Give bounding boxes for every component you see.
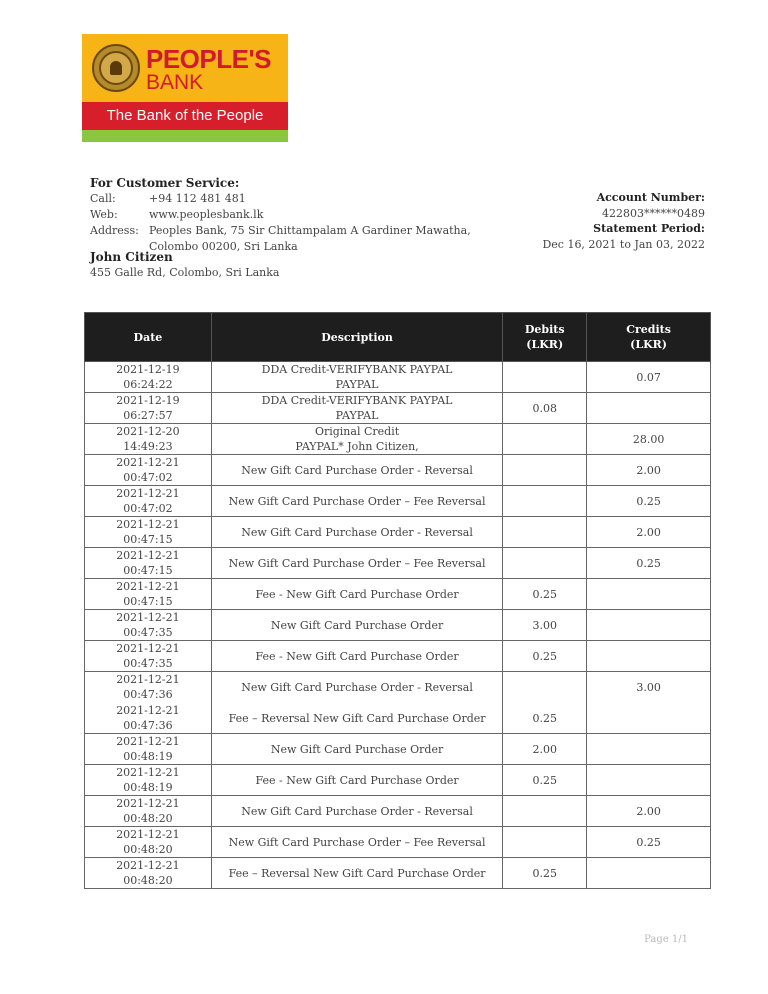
call-label: Call: [90,192,116,205]
credit-cell [587,734,711,765]
debit-value: 0.25 [532,711,557,725]
credit-cell [587,455,711,486]
logo-tagline: The Bank of the People [106,107,264,124]
description-line1: Original Credit [314,425,400,438]
description-cell [211,424,502,455]
address-line2: Colombo 00200, Sri Lanka [149,240,298,253]
description-line1: New Gift Card Purchase Order – Fee Reversal [228,556,486,570]
debit-cell [503,517,587,548]
description-line1: New Gift Card Purchase Order [270,742,444,756]
date-cell [85,548,212,579]
time-value: 06:27:57 [123,409,173,422]
description-cell [211,672,502,703]
credit-cell [587,858,711,889]
debit-value: 3.00 [532,618,557,632]
header-debits-line2: (LKR) [526,338,564,351]
description-line1: New Gift Card Purchase Order - Reversal [241,804,473,818]
time-value: 00:47:35 [123,626,173,639]
credit-cell [587,579,711,610]
credit-cell [587,548,711,579]
description-line1: New Gift Card Purchase Order [270,618,444,632]
credit-value: 2.00 [636,525,661,539]
table-row [85,827,711,858]
description-line1: Fee - New Gift Card Purchase Order [255,773,459,787]
debit-cell [503,672,587,703]
date-cell [85,734,212,765]
credit-cell [587,362,711,393]
description-cell [211,796,502,827]
date-value: 2021-12-20 [116,425,180,438]
debit-cell [503,393,587,424]
statement-period-label: Statement Period: [593,222,705,235]
credit-cell [587,641,711,672]
account-number-label: Account Number: [596,191,705,204]
bank-logo [82,34,288,142]
date-value: 2021-12-21 [116,828,180,841]
debit-cell [503,579,587,610]
credit-value: 28.00 [632,432,665,446]
table-row [85,610,711,641]
description-line1: New Gift Card Purchase Order - Reversal [241,680,473,694]
credit-cell [587,393,711,424]
date-value: 2021-12-21 [116,735,180,748]
account-info [542,190,705,252]
statement-period-value: Dec 16, 2021 to Jan 03, 2022 [542,237,705,251]
description-cell [211,610,502,641]
time-value: 00:47:36 [123,688,173,701]
transactions-body [85,362,711,889]
date-value: 2021-12-21 [116,549,180,562]
description-line1: New Gift Card Purchase Order – Fee Reversal [228,835,486,849]
web-label: Web: [90,208,118,221]
credit-value: 2.00 [636,804,661,818]
customer-service-block [90,175,471,255]
debit-cell [503,641,587,672]
credit-value: 0.25 [636,556,661,570]
bank-seal-icon [92,44,140,92]
web-row [90,207,471,223]
credit-cell [587,827,711,858]
debit-cell [503,734,587,765]
transactions-table [84,312,711,889]
credit-cell [587,424,711,455]
table-row [85,858,711,889]
date-value: 2021-12-21 [116,580,180,593]
credit-cell [587,486,711,517]
credit-value: 3.00 [636,680,661,694]
call-value: +94 112 481 481 [149,192,246,205]
table-row [85,672,711,703]
description-line2: PAYPAL [335,378,379,391]
description-cell [211,486,502,517]
logo-green-stripe [82,130,288,142]
time-value: 06:24:22 [123,378,173,391]
debit-cell [503,424,587,455]
debit-cell [503,548,587,579]
date-cell [85,362,212,393]
description-line1: Fee - New Gift Card Purchase Order [255,587,459,601]
date-cell [85,455,212,486]
description-cell [211,579,502,610]
debit-cell [503,455,587,486]
table-row [85,641,711,672]
web-value: www.peoplesbank.lk [149,208,264,221]
description-cell [211,393,502,424]
date-value: 2021-12-19 [116,394,180,407]
date-value: 2021-12-21 [116,766,180,779]
description-line1: Fee – Reversal New Gift Card Purchase Order [228,866,486,880]
time-value: 00:47:35 [123,657,173,670]
header-description: Description [211,313,502,362]
debit-value: 0.25 [532,866,557,880]
table-row [85,734,711,765]
table-row [85,517,711,548]
date-cell [85,796,212,827]
description-line1: Fee - New Gift Card Purchase Order [255,649,459,663]
debit-cell [503,858,587,889]
date-value: 2021-12-21 [116,487,180,500]
time-value: 00:47:02 [123,502,173,515]
description-cell [211,734,502,765]
header-debits-line1: Debits [524,323,565,336]
time-value: 14:49:23 [123,440,173,453]
customer-block [90,249,279,281]
debit-value: 0.25 [532,773,557,787]
header-credits-line1: Credits [626,323,671,336]
date-cell [85,827,212,858]
credit-value: 0.07 [636,370,661,384]
time-value: 00:47:02 [123,471,173,484]
customer-name: John Citizen [90,250,173,264]
description-cell [211,765,502,796]
header-debits [503,313,587,362]
description-cell [211,517,502,548]
logo-name-line1: PEOPLE'S [146,44,271,74]
time-value: 00:48:19 [123,750,173,763]
table-row [85,424,711,455]
description-cell [211,548,502,579]
time-value: 00:48:20 [123,843,173,856]
description-cell [211,703,502,734]
account-number-value: 422803******0489 [602,206,705,220]
description-cell [211,455,502,486]
credit-cell [587,703,711,734]
time-value: 00:48:20 [123,812,173,825]
date-value: 2021-12-21 [116,704,180,717]
table-row [85,486,711,517]
table-header-row [85,313,711,362]
date-value: 2021-12-21 [116,797,180,810]
date-cell [85,486,212,517]
credit-cell [587,672,711,703]
customer-service-heading: For Customer Service: [90,176,240,190]
credit-value: 0.25 [636,494,661,508]
debit-cell [503,827,587,858]
credit-cell [587,796,711,827]
debit-cell [503,362,587,393]
debit-value: 0.08 [532,401,557,415]
debit-value: 0.25 [532,587,557,601]
time-value: 00:47:15 [123,533,173,546]
date-value: 2021-12-21 [116,518,180,531]
debit-cell [503,486,587,517]
time-value: 00:47:15 [123,564,173,577]
description-line1: New Gift Card Purchase Order – Fee Reversal [228,494,486,508]
debit-cell [503,703,587,734]
credit-cell [587,517,711,548]
date-cell [85,579,212,610]
table-row [85,393,711,424]
table-row [85,796,711,827]
date-value: 2021-12-19 [116,363,180,376]
debit-value: 0.25 [532,649,557,663]
page-number: Page 1/1 [644,934,688,945]
table-row [85,455,711,486]
table-row [85,703,711,734]
description-cell [211,858,502,889]
header-date: Date [85,313,212,362]
date-cell [85,703,212,734]
credit-value: 2.00 [636,463,661,477]
date-value: 2021-12-21 [116,673,180,686]
time-value: 00:47:15 [123,595,173,608]
description-line1: DDA Credit-VERIFYBANK PAYPAL [261,363,453,376]
date-cell [85,517,212,548]
customer-address: 455 Galle Rd, Colombo, Sri Lanka [90,266,280,279]
credit-cell [587,765,711,796]
description-cell [211,641,502,672]
table-row [85,362,711,393]
date-cell [85,641,212,672]
date-cell [85,858,212,889]
time-value: 00:48:19 [123,781,173,794]
header-credits-line2: (LKR) [630,338,668,351]
date-cell [85,424,212,455]
description-line2: PAYPAL* John Citizen, [295,440,419,453]
debit-cell [503,610,587,641]
date-cell [85,393,212,424]
table-row [85,579,711,610]
description-line1: DDA Credit-VERIFYBANK PAYPAL [261,394,453,407]
time-value: 00:48:20 [123,874,173,887]
description-cell [211,827,502,858]
header-credits [587,313,711,362]
date-cell [85,765,212,796]
description-line2: PAYPAL [335,409,379,422]
date-value: 2021-12-21 [116,859,180,872]
logo-name-line2: BANK [146,71,204,94]
address-label: Address: [90,224,139,237]
table-row [85,548,711,579]
date-value: 2021-12-21 [116,642,180,655]
call-row [90,191,471,207]
date-cell [85,610,212,641]
address-line1: Peoples Bank, 75 Sir Chittampalam A Gardiner Mawatha, [149,224,471,237]
debit-value: 2.00 [532,742,557,756]
date-cell [85,672,212,703]
table-row [85,765,711,796]
date-value: 2021-12-21 [116,456,180,469]
description-cell [211,362,502,393]
credit-cell [587,610,711,641]
date-value: 2021-12-21 [116,611,180,624]
time-value: 00:47:36 [123,719,173,732]
credit-value: 0.25 [636,835,661,849]
description-line1: New Gift Card Purchase Order - Reversal [241,463,473,477]
debit-cell [503,765,587,796]
description-line1: New Gift Card Purchase Order - Reversal [241,525,473,539]
debit-cell [503,796,587,827]
description-line1: Fee – Reversal New Gift Card Purchase Order [228,711,486,725]
